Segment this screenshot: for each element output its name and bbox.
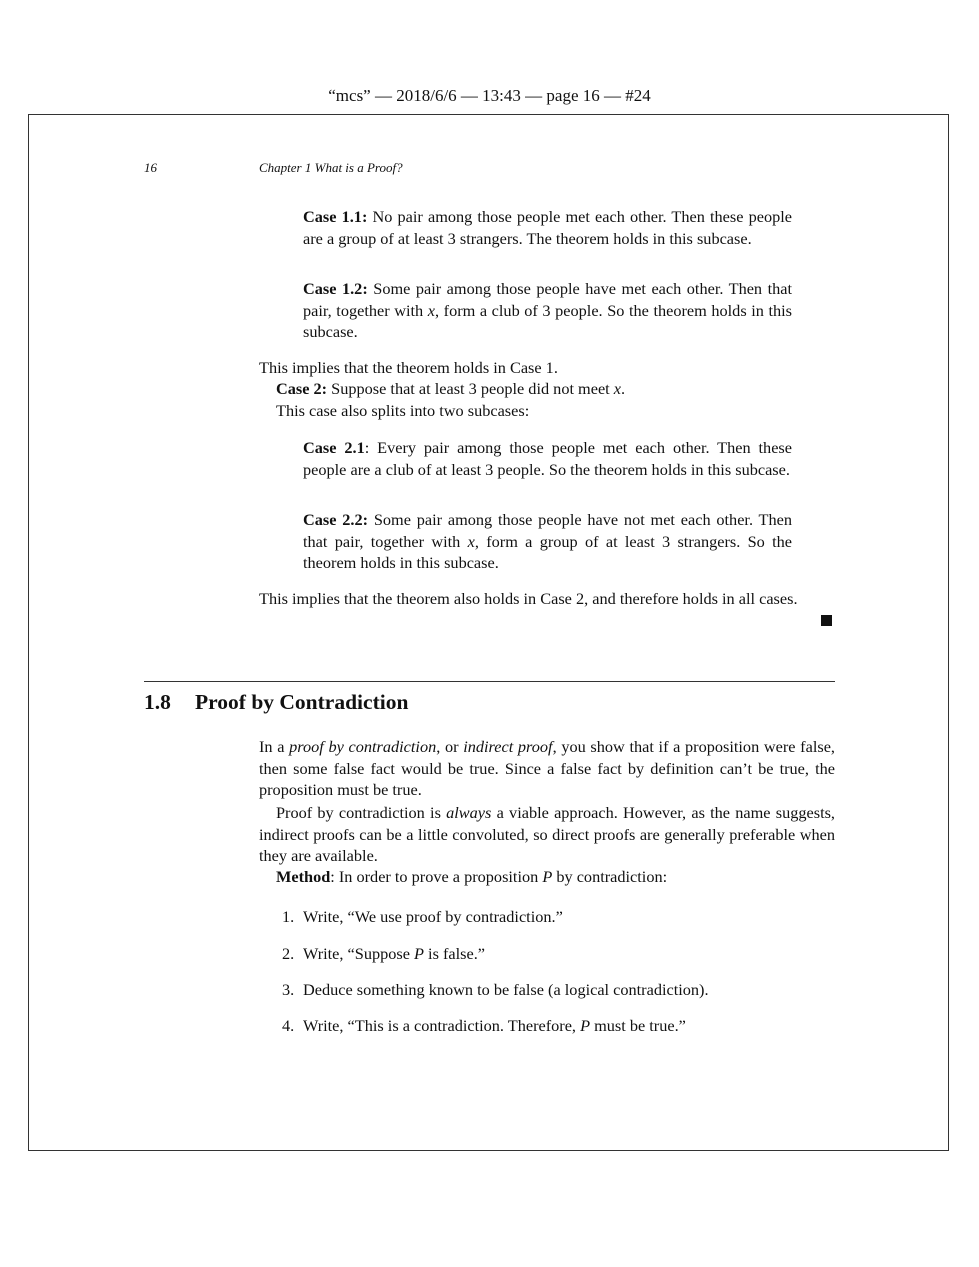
case-1-2-text-a: Some pair among those people have met each other. Then that pair, together with: [303, 279, 792, 320]
case-2-1-label: Case 2.1: [303, 438, 365, 457]
list-item: [282, 943, 485, 965]
case-2-paragraph: [259, 378, 835, 400]
case-2-split: [259, 400, 835, 422]
case-2-conclusion: This implies that the theorem also holds in Case 2, and therefore holds in all cases.: [259, 589, 798, 608]
case-2-2-text-b: , form a group of at least 3 strangers. So the theorem holds in this subcase.: [303, 531, 792, 572]
case-1-1-text: No pair among those people met each other. Then these people are a group of at least 3 strangers. The theorem holds in this subcase.: [303, 207, 792, 248]
case-1-2-text-b: , form a club of 3 people. So the theorem holds in this subcase.: [303, 300, 793, 341]
method-paragraph: [259, 866, 835, 888]
case-2-text-a: Suppose that at least 3 people did not meet: [331, 379, 614, 398]
viable-text-2: a viable approach. However, as the name suggests, indirect proofs can be a little convoluted, so direct proofs are generally preferable when they are available.: [259, 803, 835, 865]
section-heading: [144, 690, 408, 715]
case-2-2-paragraph: [303, 509, 792, 574]
list-item-text: Write, “We use proof by contradiction.”: [303, 907, 563, 926]
list-item-number: 1.: [282, 907, 295, 926]
qed-square-icon: [821, 615, 832, 626]
case-2-split-text: This case also splits into two subcases:: [276, 401, 530, 420]
case-1-conclusion: This implies that the theorem holds in Case 1.: [259, 358, 558, 377]
method-label: Method: [276, 867, 331, 886]
list-item: [282, 979, 709, 1001]
page-banner: “mcs” — 2018/6/6 — 13:43 — page 16 — #24: [328, 86, 651, 105]
intro-paragraph: [259, 736, 835, 801]
viable-text-1: Proof by contradiction is: [276, 803, 447, 822]
case-2-var: x: [613, 379, 622, 398]
method-text-1: : In order to prove a proposition: [330, 867, 543, 886]
case-2-text-b: .: [621, 379, 626, 398]
list-item-var: P: [580, 1016, 591, 1035]
case-2-label: Case 2:: [276, 379, 328, 398]
list-item-text: must be true.”: [590, 1016, 686, 1035]
list-item-var: P: [414, 944, 424, 963]
case-2-2-text-a: Some pair among those people have not met each other. Then that pair, together with: [303, 510, 792, 551]
case-1-1-label: Case 1.1:: [303, 207, 368, 226]
list-item-number: 4.: [282, 1016, 295, 1035]
section-rule: [144, 681, 835, 682]
intro-term-1: proof by contradiction: [289, 737, 437, 756]
case-1-2-label: Case 1.2:: [303, 279, 368, 298]
intro-text-1: In a: [259, 737, 290, 756]
case-1-2-paragraph: [303, 278, 792, 343]
method-text-2: by contradiction:: [552, 867, 668, 886]
case-2-2-label: Case 2.2:: [303, 510, 369, 529]
list-item-text: Deduce something known to be false (a logical contradiction).: [303, 980, 709, 999]
running-head-page-number: 16: [144, 160, 157, 175]
list-item-text: Write, “Suppose: [303, 944, 415, 963]
case-2-1-paragraph: [303, 437, 792, 480]
viable-paragraph: [259, 802, 835, 867]
section-title: Proof by Contradiction: [195, 690, 409, 714]
intro-text-3: , you show that if a proposition were false, then some false fact would be true. Since a false fact by definition can’t be true, the proposition must be true.: [259, 737, 835, 799]
case-2-2-var: x: [467, 531, 475, 551]
running-head-chapter: Chapter 1 What is a Proof?: [259, 160, 403, 175]
list-item: [282, 906, 563, 928]
case-1-2-var: x: [427, 300, 435, 320]
list-item-number: 3.: [282, 980, 295, 999]
section-number: 1.8: [144, 690, 171, 714]
intro-text-2: , or: [436, 737, 464, 756]
intro-term-2: indirect proof: [463, 737, 553, 756]
list-item: [282, 1015, 686, 1037]
viable-emph: always: [446, 803, 492, 822]
method-var: P: [542, 867, 553, 886]
list-item-text: Write, “This is a contradiction. Therefore,: [303, 1016, 581, 1035]
case-1-1-paragraph: [303, 206, 792, 249]
list-item-text: is false.”: [423, 944, 486, 963]
case-2-1-text: : Every pair among those people met each other. Then these people are a club of at least 3 people. So the theorem holds in this subcase.: [303, 438, 792, 479]
list-item-number: 2.: [282, 944, 295, 963]
